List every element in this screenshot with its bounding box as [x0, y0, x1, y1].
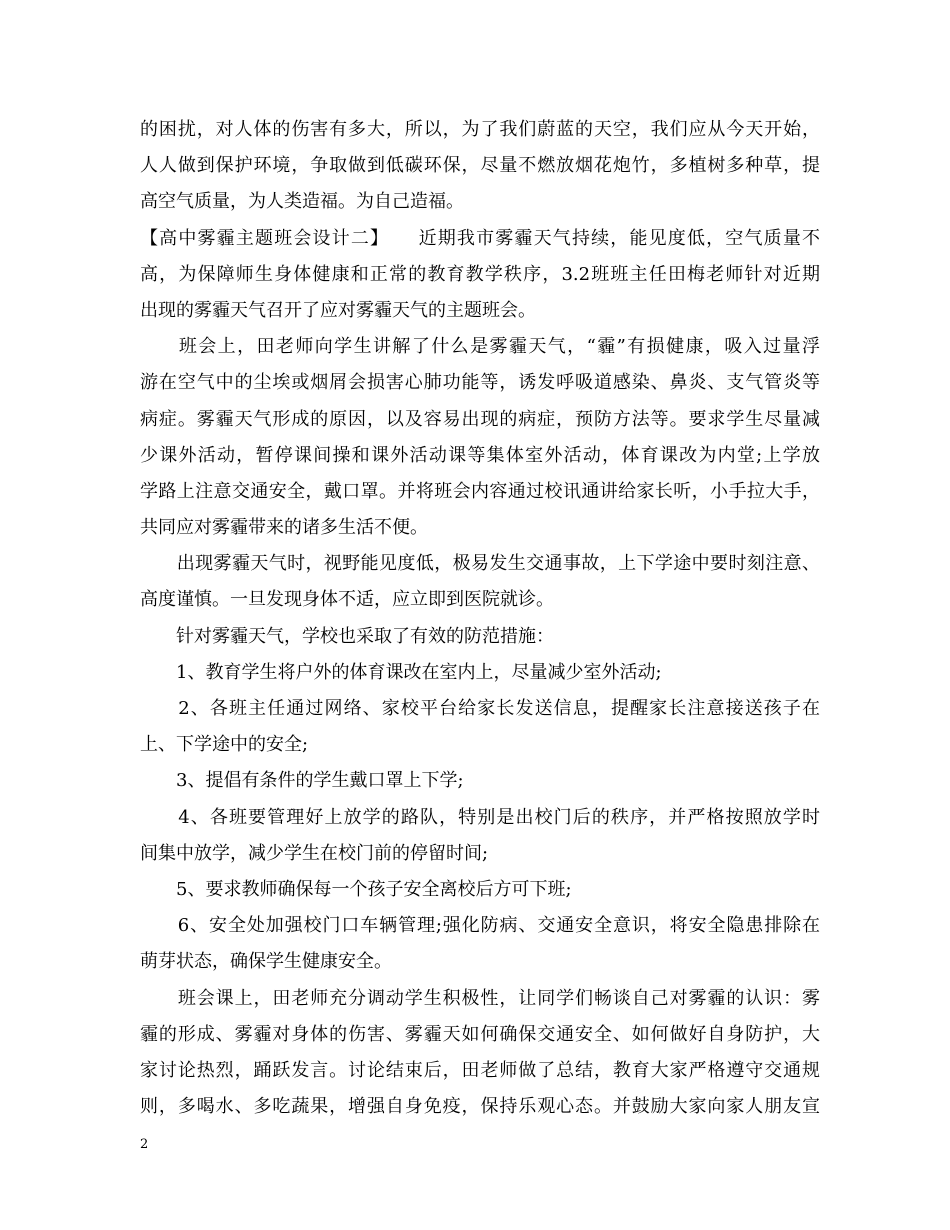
text-line: 高空气质量，为人类造福。为自己造福。 [140, 191, 464, 213]
text-line: 的困扰，对人体的伤害有多大，所以，为了我们蔚蓝的天空，我们应从今天开始， [140, 119, 820, 140]
text-line: 3、提倡有条件的学生戴口罩上下学; [140, 770, 464, 792]
text-line: 针对雾霾天气，学校也采取了有效的防范措施： [140, 625, 554, 647]
page-number: 2 [140, 1137, 149, 1152]
text-line: 班会上，田老师向学生讲解了什么是雾霾天气，“霾”有损健康，吸入过量浮 [140, 336, 820, 358]
text-line: 则，多喝水、多吃蔬果，增强自身免疫，保持乐观心态。并鼓励大家向家人朋友宣 [140, 1096, 820, 1118]
text-line: 高度谨慎。一旦发现身体不适，应立即到医院就诊。 [140, 589, 554, 611]
text-line: 班会课上，田老师充分调动学生积极性，让同学们畅谈自己对雾霾的认识：雾 [140, 987, 820, 1009]
text-line: 萌芽状态，确保学生健康安全。 [140, 951, 392, 973]
text-line: 4、各班要管理好上放学的路队，特别是出校门后的秩序，并严格按照放学时 [140, 806, 820, 828]
text-line: 上、下学途中的安全; [140, 734, 309, 756]
text-line: 5、要求教师确保每一个孩子安全离校后方可下班; [140, 878, 572, 900]
text-line: 少课外活动，暂停课间操和课外活动课等集体室外活动，体育课改为内堂;上学放 [140, 444, 820, 466]
text-line: 霾的形成、雾霾对身体的伤害、雾霾天如何确保交通安全、如何做好自身防护，大 [140, 1023, 820, 1045]
document-body [140, 112, 820, 1125]
text-line: 【高中雾霾主题班会设计二】 近期我市雾霾天气持续，能见度低，空气质量不 [140, 227, 820, 249]
text-line: 共同应对雾霾带来的诸多生活不便。 [140, 517, 428, 539]
text-line: 6、安全处加强校门口车辆管理;强化防病、交通安全意识，将安全隐患排除在 [140, 915, 820, 937]
text-line: 家讨论热烈，踊跃发言。讨论结束后，田老师做了总结，教育大家严格遵守交通规 [140, 1059, 820, 1081]
text-line: 病症。雾霾天气形成的原因，以及容易出现的病症，预防方法等。要求学生尽量减 [140, 408, 820, 430]
text-line: 1、教育学生将户外的体育课改在室内上，尽量减少室外活动; [140, 661, 662, 683]
text-line: 出现雾霾天气时，视野能见度低，极易发生交通事故，上下学途中要时刻注意、 [140, 553, 820, 575]
text-line: 高，为保障师生身体健康和正常的教育教学秩序，3.2班班主任田梅老师针对近期 [140, 263, 820, 285]
text-line: 2、各班主任通过网络、家校平台给家长发送信息，提醒家长注意接送孩子在 [140, 698, 820, 719]
text-line: 间集中放学，减少学生在校门前的停留时间; [140, 842, 489, 864]
text-line: 人人做到保护环境，争取做到低碳环保，尽量不燃放烟花炮竹，多植树多种草，提 [140, 155, 820, 177]
text-line: 学路上注意交通安全，戴口罩。并将班会内容通过校讯通讲给家长听，小手拉大手， [140, 480, 820, 502]
text-line: 出现的雾霾天气召开了应对雾霾天气的主题班会。 [140, 299, 536, 321]
text-line: 游在空气中的尘埃或烟屑会损害心肺功能等，诱发呼吸道感染、鼻炎、支气管炎等 [140, 372, 820, 394]
